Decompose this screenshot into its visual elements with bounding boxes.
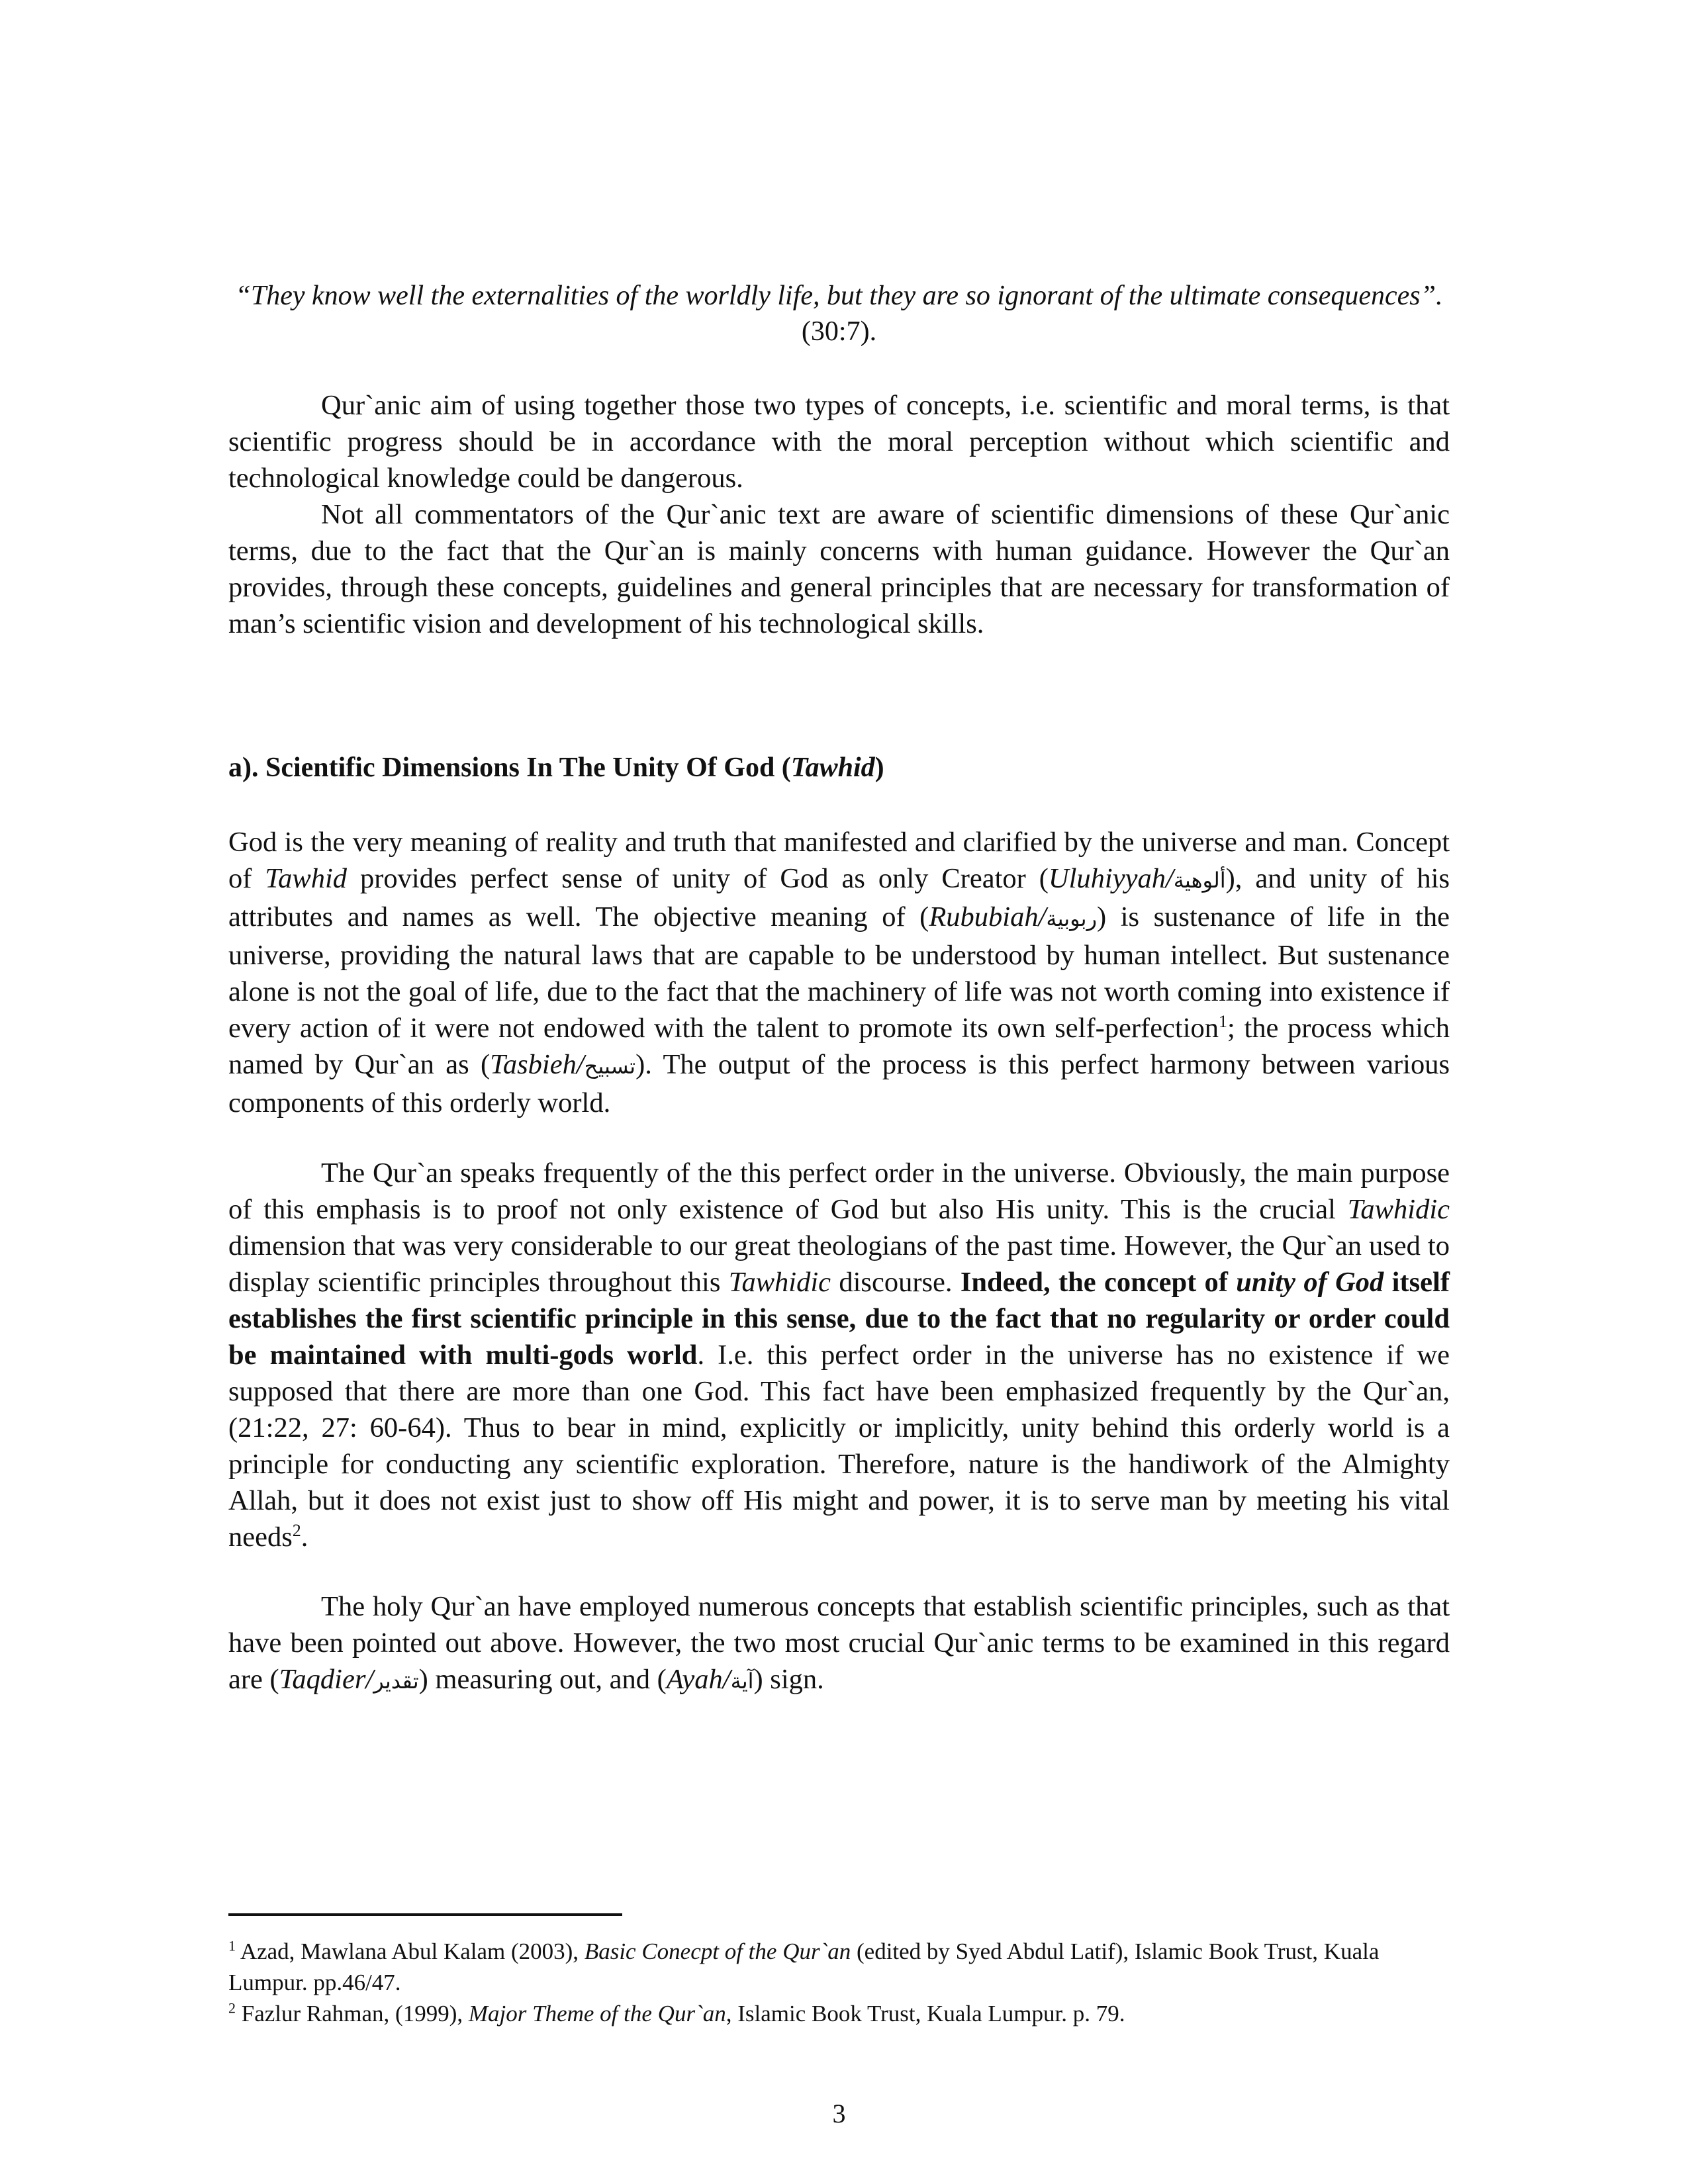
- arabic-term: ربوبية: [1046, 906, 1098, 931]
- arabic-term: تسبيح: [584, 1054, 636, 1079]
- heading-italic: Tawhid: [790, 752, 875, 783]
- footnote-1: $^1$ Azad, Mawlana Abul Kalam (2003), Basic Conecpt of the Qur`an (edited by Syed Abdul Latif), Islamic Book Trust, Kuala Lumpur. pp.46/47.: [228, 1937, 1380, 1995]
- section-heading: a). Scientific Dimensions In The Unity Of God (Tawhid): [228, 752, 884, 783]
- page-number: 3: [832, 2099, 846, 2128]
- paragraph-3: God is the very meaning of reality and truth that manifested and clarified by the universe and man. Concept of Tawhid provides perfect sense of unity of God as only Creator (Uluhiyyah/ألوهية), and unity of his attributes and names as well. The objective meaning of (Rububiah/ربوبية) is sustenance of life in the universe, providing the natural laws that are capable to be understood by human intellect. But sustenance alone is not the goal of life, due to the fact that the machinery of life was not worth coming into existence if every action of it were not endowed with the talent to promote its own self-perfection$^1$; the process which named by Qur`an as (Tasbieh/تسبيح). The output of the process is this perfect harmony between various components of this orderly world.: [228, 827, 1450, 1118]
- arabic-term: آية: [730, 1668, 754, 1694]
- arabic-term: تقدير: [373, 1668, 419, 1694]
- footnotes: [228, 1936, 1450, 2029]
- arabic-term: ألوهية: [1173, 868, 1226, 893]
- quran-quote: [228, 278, 1450, 349]
- paragraph-4: The Qur`an speaks frequently of the this perfect order in the universe. Obviously, the main purpose of this emphasis is to proof not only existence of God but also His unity. This is the crucial Tawhidic dimension that was very considerable to our great theologians of the past time. However, the Qur`an used to display scientific principles throughout this Tawhidic discourse. Indeed, the concept of unity of God itself establishes the first scientific principle in this sense, due to the fact that no regularity or order could be maintained with multi-gods world. I.e. this perfect order in the universe has no existence if we supposed that there are more than one God. This fact have been emphasized frequently by the Qur`an, (21:22, 27: 60-64). Thus to bear in mind, explicitly or implicitly, unity behind this orderly world is a principle for conducting any scientific exploration. Therefore, nature is the handiwork of the Almighty Allah, but it does not exist just to show off His might and power, it is to serve man by meeting his vital needs$^2$.: [228, 1158, 1450, 1553]
- paragraph-2: Not all commentators of the Qur`anic text are aware of scientific dimensions of these Qur`anic terms, due to the fact that the Qur`an is mainly concerns with human guidance. However the Qur`an provides, through these concepts, guidelines and general principles that are necessary for transformation of man’s scientific vision and development of his technological skills.: [228, 499, 1450, 639]
- quote-reference: (30:7).: [801, 316, 877, 347]
- paragraph-5: The holy Qur`an have employed numerous concepts that establish scientific principles, such as that have been pointed out above. However, the two most crucial Qur`anic terms to be examined in this regard are (Taqdier/تقدير) measuring out, and (Ayah/آية) sign.: [228, 1591, 1450, 1695]
- emphasis-bold: Indeed, the concept of: [960, 1267, 1237, 1298]
- paragraph-1: Qur`anic aim of using together those two types of concepts, i.e. scientific and moral terms, is that scientific progress should be in accordance with the moral perception without which scientific and technological knowledge could be dangerous.: [228, 390, 1450, 494]
- quote-text: “They know well the externalities of the worldly life, but they are so ignorant of the ultimate consequences”.: [235, 281, 1443, 311]
- footnote-ref-2[interactable]: 2: [292, 1520, 301, 1540]
- footnote-ref-1[interactable]: 1: [1219, 1011, 1228, 1031]
- footnote-2: $^2$ Fazlur Rahman, (1999), Major Theme of the Qur`an, Islamic Book Trust, Kuala Lumpur. p. 79.: [228, 1999, 1125, 2026]
- footnote-divider: [228, 1913, 622, 1916]
